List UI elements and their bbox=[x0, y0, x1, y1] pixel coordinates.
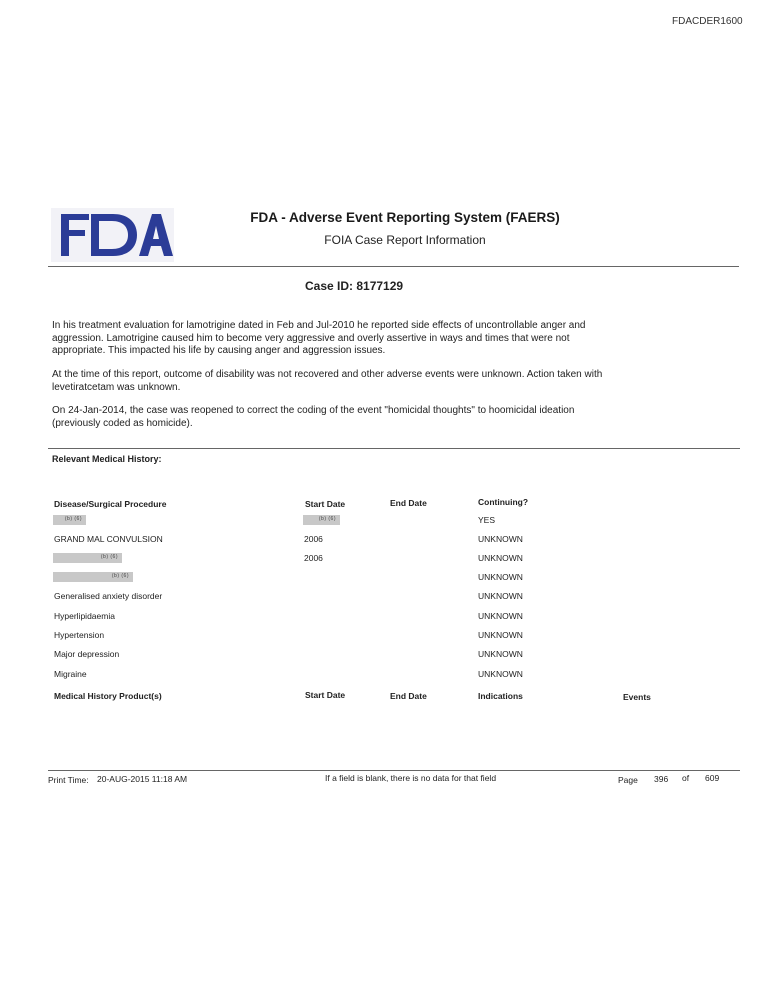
page-total: 609 bbox=[705, 773, 720, 783]
table-cell-disease: Hyperlipidaemia bbox=[54, 611, 115, 621]
table-cell-continuing: UNKNOWN bbox=[478, 669, 523, 679]
fda-logo bbox=[51, 208, 174, 262]
table-cell-continuing: UNKNOWN bbox=[478, 553, 523, 563]
redacted-field: (b) (6) bbox=[303, 515, 340, 525]
column-header-end-date: End Date bbox=[390, 691, 427, 701]
table-cell-disease: Generalised anxiety disorder bbox=[54, 591, 163, 601]
column-header-start-date: Start Date bbox=[305, 690, 346, 700]
page-number: 396 bbox=[654, 774, 669, 784]
redacted-field: (b) (6) bbox=[53, 515, 86, 525]
column-header-product: Medical History Product(s) bbox=[54, 691, 162, 701]
table-cell-disease: GRAND MAL CONVULSION bbox=[54, 534, 163, 544]
report-title: FDA - Adverse Event Reporting System (FAERS) bbox=[250, 210, 560, 225]
case-id: Case ID: 8177129 bbox=[305, 279, 404, 293]
header-divider bbox=[48, 266, 739, 267]
table-cell-disease: Hypertension bbox=[54, 630, 105, 640]
column-header-indications: Indications bbox=[478, 691, 523, 701]
column-header-events: Events bbox=[623, 692, 651, 702]
table-cell-start-date: 2006 bbox=[304, 553, 323, 563]
report-subtitle: FOIA Case Report Information bbox=[324, 233, 486, 247]
column-header-start-date: Start Date bbox=[305, 499, 346, 509]
footer-divider bbox=[48, 770, 740, 771]
section-divider bbox=[48, 448, 740, 449]
document-id: FDACDER1600 bbox=[672, 16, 743, 27]
table-cell-disease: Migraine bbox=[54, 669, 87, 679]
table-cell-continuing: UNKNOWN bbox=[478, 649, 523, 659]
table-cell-start-date: 2006 bbox=[304, 534, 323, 544]
table-cell-disease: Major depression bbox=[54, 649, 120, 659]
table-cell-continuing: UNKNOWN bbox=[478, 591, 523, 601]
table-cell-continuing: UNKNOWN bbox=[478, 534, 523, 544]
redacted-field: (b) (6) bbox=[53, 572, 133, 582]
narrative-paragraph: At the time of this report, outcome of disability was not recovered and other adverse events were unknown. Action taken with levetiratcetam was unknown. bbox=[52, 369, 603, 393]
narrative-paragraph: In his treatment evaluation for lamotrigine dated in Feb and Jul-2010 he reported side effects of uncontrollable anger and aggression. Lamotrigine caused him to become very aggressive and overly assertive in ways and times that were not appropriate. This impacted his life by causing anger and aggression issues. bbox=[52, 320, 586, 356]
page-label: Page bbox=[618, 775, 638, 785]
table-cell-continuing: UNKNOWN bbox=[478, 630, 523, 640]
column-header-disease: Disease/Surgical Procedure bbox=[54, 499, 167, 509]
column-header-end-date: End Date bbox=[390, 498, 427, 508]
redacted-field: (b) (6) bbox=[53, 553, 122, 563]
blank-field-note: If a field is blank, there is no data for that field bbox=[325, 773, 497, 783]
table-cell-continuing: UNKNOWN bbox=[478, 572, 523, 582]
print-time: 20-AUG-2015 11:18 AM bbox=[97, 774, 188, 784]
narrative-paragraph: On 24-Jan-2014, the case was reopened to correct the coding of the event "homicidal thoughts" to hoomicidal ideation (previously coded as homicide). bbox=[52, 405, 575, 429]
print-time-label: Print Time: bbox=[48, 775, 89, 785]
table-cell-continuing: UNKNOWN bbox=[478, 611, 523, 621]
medical-history-heading: Relevant Medical History: bbox=[52, 454, 162, 464]
table-cell-continuing: YES bbox=[478, 515, 496, 525]
column-header-continuing: Continuing? bbox=[478, 497, 529, 507]
of-label: of bbox=[682, 773, 690, 783]
